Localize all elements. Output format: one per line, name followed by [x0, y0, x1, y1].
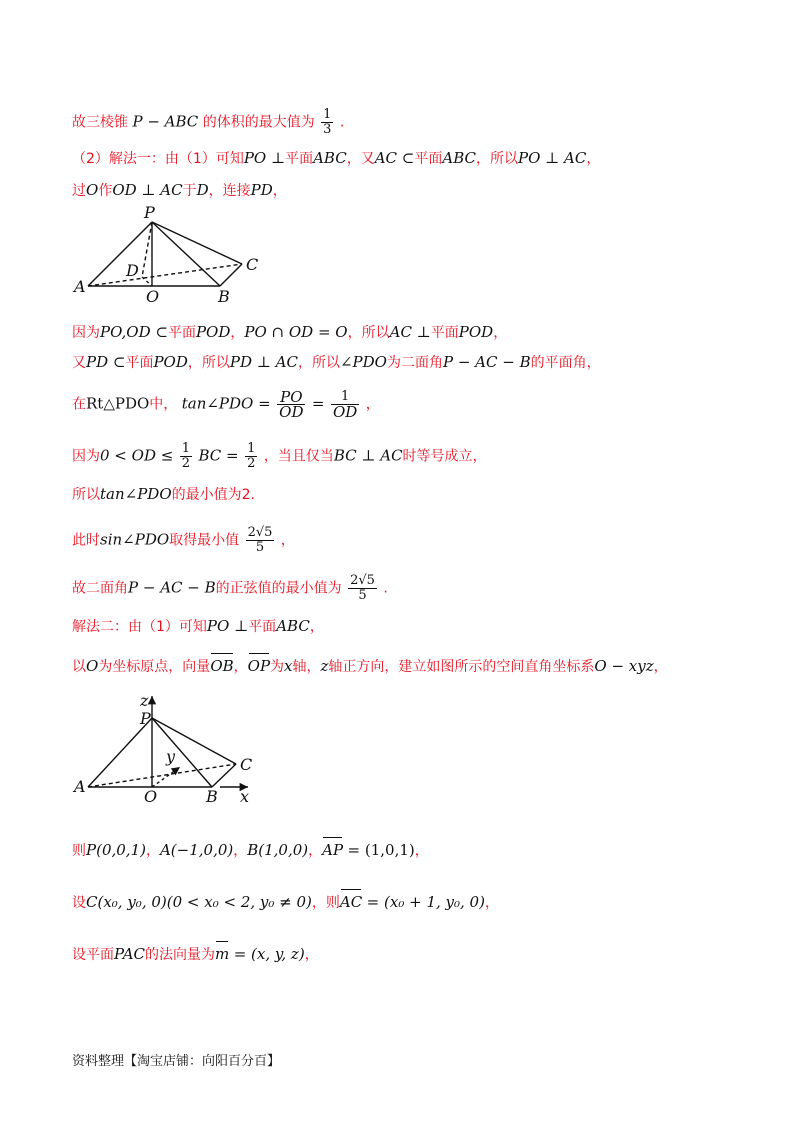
label-D: D — [126, 261, 139, 280]
label-x: x — [240, 787, 250, 806]
text-line-15: 设平面PAC的法向量为m = (x, y, z)， — [72, 945, 319, 963]
text-line-7: 因为0 < OD ≤ $\frac{1}{2}$ BC = $\frac{1}{2}$ ，当且仅当BC ⊥ AC时等号成立， — [72, 441, 487, 471]
text-line-2: （2）解法一：由（1）可知PO ⊥平面ABC，又AC ⊂平面ABC，所以PO ⊥ AC， — [72, 149, 601, 167]
text-line-1 — [72, 108, 344, 137]
label-y: y — [166, 747, 176, 766]
text: 的体积的最大值为 — [202, 114, 315, 131]
text-line-6: 在Rt△PDO中， tan∠PDO = $\frac{PO}{OD}$ = $\frac{1}{OD}$ ， — [72, 388, 380, 421]
text-line-3: 过O作OD ⊥ AC于D，连接PD， — [72, 181, 287, 199]
label-A: A — [74, 277, 86, 296]
text-line-4: 因为PO,OD ⊂平面POD，PO ∩ OD = O，所以AC ⊥平面POD， — [72, 323, 508, 341]
label-P: P — [140, 709, 151, 728]
label-O: O — [144, 787, 158, 806]
text-line-5: 又PD ⊂平面POD，所以PD ⊥ AC，所以∠PDO为二面角P − AC − B的平面角， — [72, 353, 601, 371]
text-line-12: 以O为坐标原点，向量OB，OP为x轴，z轴正方向，建立如图所示的空间直角坐标系O − xyz， — [72, 657, 668, 675]
text: 故三棱锥 — [72, 114, 128, 131]
label-B: B — [206, 787, 218, 806]
label-C: C — [240, 755, 253, 774]
text-line-14: 设C(x₀, y₀, 0)(0 < x₀ < 2, y₀ ≠ 0)，则AC = (x₀ + 1, y₀, 0)， — [72, 893, 499, 911]
text-line-10: 故二面角P − AC − B的正弦值的最小值为 $\frac{2√5}{5}$ . — [72, 573, 388, 603]
label-P: P — [144, 203, 155, 222]
text-line-13: 则P(0,0,1)，A(−1,0,0)，B(1,0,0)，AP = (1,0,1)， — [72, 841, 429, 859]
text-line-9: 此时sin∠PDO取得最小值 $\frac{2√5}{5}$ ， — [72, 525, 295, 555]
fraction: $\frac{1}{3}$ — [323, 107, 332, 137]
math: P − ABC — [132, 112, 199, 131]
label-B: B — [218, 287, 230, 306]
label-z: z — [140, 691, 149, 710]
label-C: C — [246, 255, 259, 274]
text-line-8: 所以tan∠PDO的最小值为2. — [72, 485, 255, 503]
text-line-11: 解法二：由（1）可知PO ⊥平面ABC， — [72, 617, 324, 635]
text: . — [339, 114, 345, 131]
pyramid-figure — [72, 200, 272, 310]
footer-text: 资料整理【淘宝店铺：向阳百分百】 — [72, 1054, 281, 1069]
label-A: A — [74, 777, 86, 796]
label-O: O — [146, 287, 160, 306]
coordinate-figure — [72, 690, 272, 806]
